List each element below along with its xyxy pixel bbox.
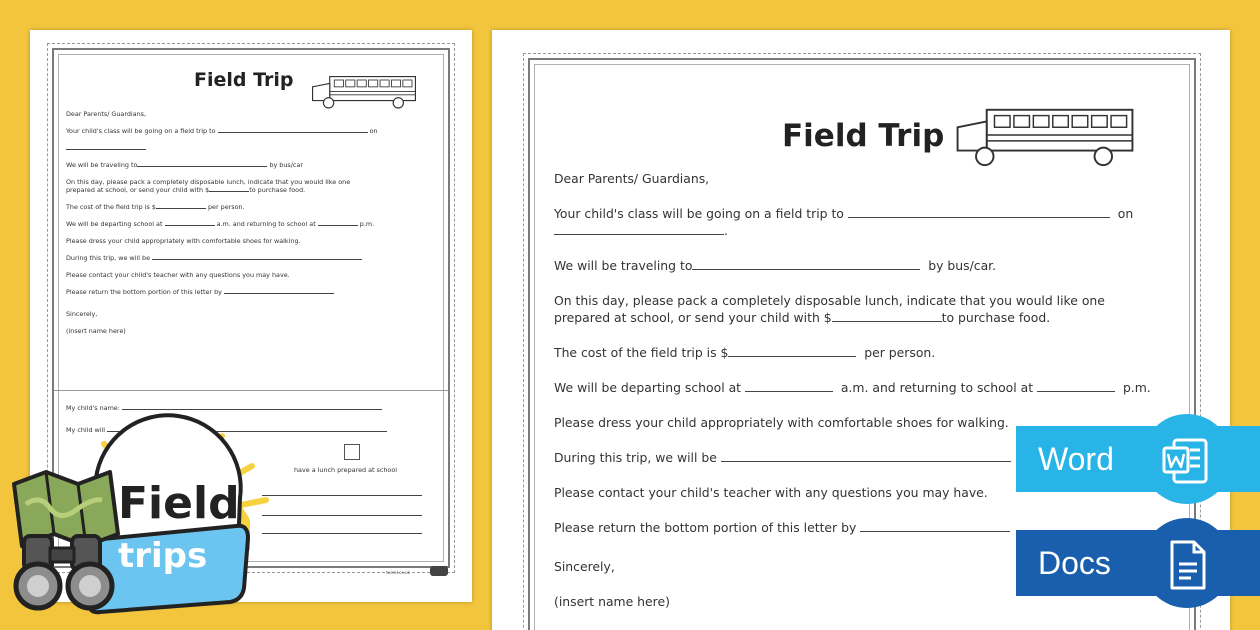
signoff: Sincerely, <box>554 559 615 574</box>
field-trips-logo <box>0 400 300 630</box>
blank-field <box>66 145 146 150</box>
blank-field <box>848 209 1110 218</box>
footer-text: twinkl.co.uk <box>386 570 410 575</box>
blank-field <box>152 255 362 260</box>
cost-label: The cost of the field trip is $ <box>554 345 729 360</box>
blank-field <box>209 187 249 192</box>
child-name-label: My child's name: <box>66 404 120 412</box>
blank-field <box>745 383 833 392</box>
by-bus-label: by bus/car <box>269 161 303 169</box>
child-will-label: My child will <box>66 426 106 434</box>
departing-label: We will be departing school at <box>66 220 163 228</box>
blank-field <box>554 226 724 235</box>
blank-field <box>1037 383 1115 392</box>
field-trip-destination-label: Your child's class will be going on a field trip to <box>66 127 216 135</box>
blank-field <box>137 162 267 167</box>
traveling-label: We will be traveling to <box>554 258 693 273</box>
blank-field <box>218 128 368 133</box>
dress-line: Please dress your child appropriately with comfortable shoes for walking. <box>554 415 1009 430</box>
signoff: Sincerely, <box>66 310 98 318</box>
word-badge-label: Word <box>1038 441 1114 477</box>
on-label: on <box>369 127 378 135</box>
lunch-checkbox <box>344 444 360 460</box>
during-trip-label: During this trip, we will be <box>554 450 717 465</box>
lunch-money-label: prepared at school, or send your child with $ <box>66 186 210 194</box>
during-trip-label: During this trip, we will be <box>66 254 150 262</box>
blank-field <box>318 221 358 226</box>
binoculars-icon <box>10 530 120 620</box>
signature-placeholder: (insert name here) <box>66 327 126 335</box>
cost-label: The cost of the field trip is $ <box>66 203 156 211</box>
lunch-money-label: prepared at school, or send your child with $ <box>554 310 832 325</box>
letter-body-large: Field Trip Dear Parents/ Guardians, Your child's class will be going on a field trip to on . We will be traveling to by bus/car. On this day, please pack a completely disposable lunch, indicate that you would like one prepared at school, or send your child with $ to purchase food. The cost of the field trip is $ per person. We will be departing school at a.m. and returning to school at p.m. Please dress your child appropriately with comfortable shoes for walking. During this trip, we will be Please contact your child's teacher with any questions you may have. Please return the bottom portion of this letter by Sincerely, (insert name here) <box>554 112 1154 628</box>
greeting: Dear Parents/ Guardians, <box>66 110 146 118</box>
by-bus-label: by bus/car. <box>928 258 997 273</box>
per-person-label: per person. <box>207 203 245 211</box>
tearoff-section <box>54 390 448 391</box>
on-label: on <box>1117 206 1134 221</box>
logo-title-field: Field <box>118 478 240 529</box>
school-bus-icon <box>306 72 422 112</box>
lunch-line: On this day, please pack a completely disposable lunch, indicate that you would like one <box>66 178 351 186</box>
signature-placeholder: (insert name here) <box>554 594 670 609</box>
letter-title: Field Trip <box>194 69 294 91</box>
word-format-badge[interactable] <box>1016 426 1260 492</box>
return-label: Please return the bottom portion of this letter by <box>554 520 857 535</box>
return-label: Please return the bottom portion of this letter by <box>66 288 222 296</box>
blank-field <box>832 313 942 322</box>
letter-title: Field Trip <box>782 118 945 154</box>
blank-field <box>224 289 334 294</box>
docs-format-badge[interactable] <box>1016 530 1260 596</box>
field-trip-destination-label: Your child's class will be going on a field trip to <box>554 206 844 221</box>
departing-label: We will be departing school at <box>554 380 742 395</box>
blank-field <box>721 453 1011 462</box>
per-person-label: per person. <box>864 345 936 360</box>
purchase-food-label: to purchase food. <box>941 310 1051 325</box>
letter-body-small <box>66 69 436 344</box>
traveling-label: We will be traveling to <box>66 161 138 169</box>
lunch-line: On this day, please pack a completely disposable lunch, indicate that you would like one <box>554 293 1105 308</box>
returning-label: a.m. and returning to school at <box>216 220 316 228</box>
logo-title-trips: trips <box>118 536 208 576</box>
blank-field <box>860 523 1010 532</box>
purchase-food-label: to purchase food. <box>249 186 306 194</box>
blank-field <box>156 204 206 209</box>
docs-badge-label: Docs <box>1038 545 1111 581</box>
microsoft-word-icon <box>1160 434 1214 488</box>
contact-line: Please contact your child's teacher with any questions you may have. <box>554 485 988 500</box>
pm-label: p.m. <box>359 220 375 228</box>
blank-field <box>165 221 215 226</box>
blank-field <box>728 348 856 357</box>
brand-logo <box>430 566 448 576</box>
greeting: Dear Parents/ Guardians, <box>554 171 710 186</box>
school-bus-icon <box>946 102 1144 170</box>
contact-line: Please contact your child's teacher with any questions you may have. <box>66 271 290 279</box>
dress-line: Please dress your child appropriately with comfortable shoes for walking. <box>66 237 301 245</box>
returning-label: a.m. and returning to school at <box>840 380 1034 395</box>
google-docs-icon <box>1160 538 1214 592</box>
blank-field <box>692 261 920 270</box>
pm-label: p.m. <box>1122 380 1151 395</box>
lunch-option-label: have a lunch prepared at school <box>294 466 398 474</box>
